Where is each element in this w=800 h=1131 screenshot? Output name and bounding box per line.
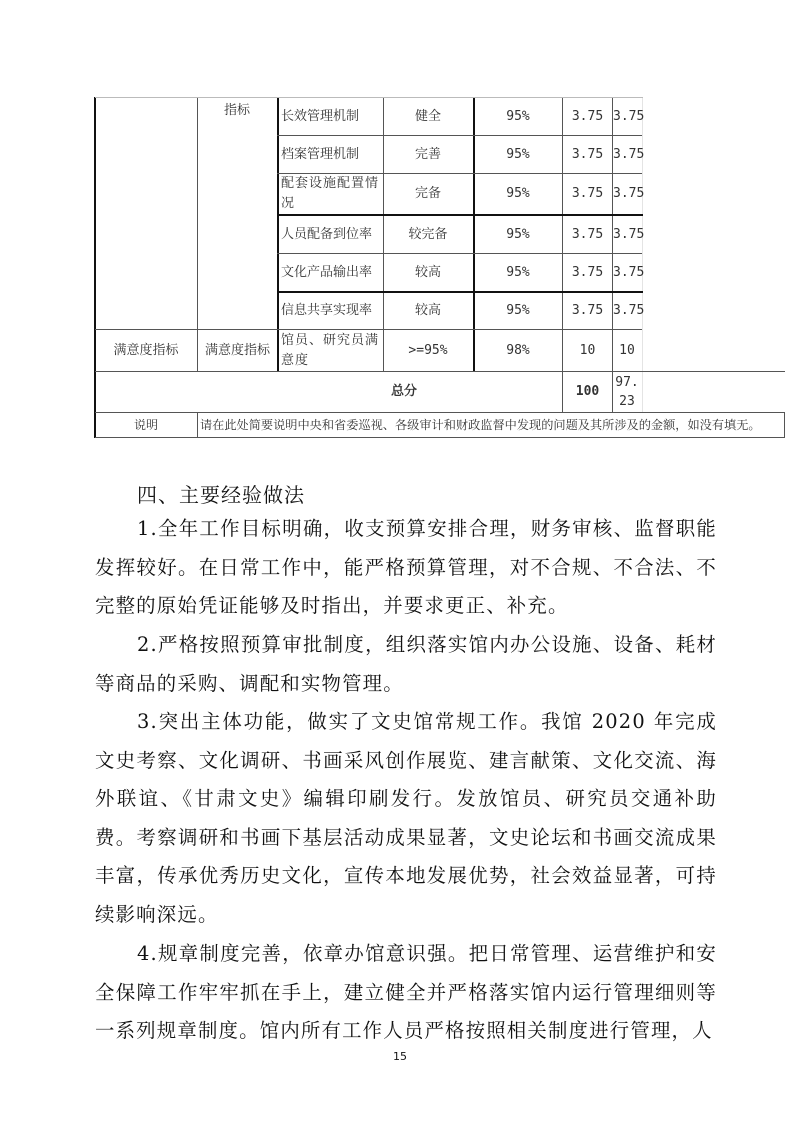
score-value: 3.75 [613,186,645,201]
level1-indicator: 满意度指标 [113,342,179,358]
total-label: 总分 [390,384,417,399]
indicator-name: 馆员、研究员满意度 [281,332,380,368]
target-value: 较高 [414,264,441,280]
weight-value: 10 [579,342,596,358]
score-value: 3.75 [613,303,645,318]
weight-value: 3.75 [571,303,604,318]
indicator-name: 长效管理机制 [281,108,360,124]
indicator-name: 信息共享实现率 [281,303,373,318]
actual-value: 95% [506,264,530,280]
indicator-name: 配套设施配置情况 [281,176,380,211]
note-text: 请在此处简要说明中央和省委巡视、各级审计和财政监督中发现的问题及其所涉及的金额，如没有填无。 [200,418,761,432]
actual-value: 95% [506,303,530,318]
note-label: 说明 [133,418,158,432]
actual-value: 95% [506,108,530,124]
score-value: 3.75 [613,146,645,162]
score-value: 10 [619,342,635,358]
total-score: 97.23 [615,375,639,409]
paragraph-4: 4.规章制度完善，依章办馆意识强。把日常管理、运营维护和安全保障工作牢牢抓在手上，建立健全并严格落实馆内运行管理细则等一系列规章制度。馆内所有工作人员严格按照相关制度进行管理，人 [95,942,717,1043]
score-value: 3.75 [613,226,645,242]
weight-value: 3.75 [571,108,604,124]
indicator-category-label: 指标 [223,103,250,118]
page-number: 15 [393,1050,407,1063]
section-heading: 四、主要经验做法 [137,483,305,507]
weight-value: 3.75 [571,226,604,242]
target-value: 较高 [414,303,441,318]
weight-value: 3.75 [571,264,604,280]
row-divider [95,437,785,438]
score-value: 3.75 [613,264,645,280]
indicator-name: 文化产品输出率 [281,264,373,280]
target-value: 较完备 [408,226,448,242]
target-value: 完善 [414,146,441,162]
target-value: >=95% [408,342,448,358]
indicator-name: 人员配备到位率 [281,226,373,242]
actual-value: 95% [506,186,530,201]
performance-table [0,0,800,440]
table-border-right [784,412,785,438]
target-value: 完备 [414,186,441,201]
weight-value: 3.75 [571,146,604,162]
level2-indicator: 满意度指标 [204,342,270,358]
actual-value: 98% [506,342,530,358]
indicator-name: 档案管理机制 [281,146,360,162]
weight-value: 3.75 [571,186,604,201]
paragraph-2: 2.严格按照预算审批制度，组织落实馆内办公设施、设备、耗材等商品的采购、调配和实物管理。 [95,633,717,695]
score-value: 3.75 [613,108,645,124]
actual-value: 95% [506,146,530,162]
target-value: 健全 [414,108,441,124]
total-weight: 100 [575,384,600,399]
paragraph-1: 1.全年工作目标明确，收支预算安排合理，财务审核、监督职能发挥较好。在日常工作中，能严格预算管理，对不合规、不合法、不完整的原始凭证能够及时指出，并要求更正、补充。 [95,517,717,618]
paragraph-3: 3.突出主体功能，做实了文史馆常规工作。我馆 2020 年完成文史考察、文化调研、书画采风创作展览、建言献策、文化交流、海外联谊、《甘肃文史》编辑印刷发行。发放馆员、研究员交通补助费。考察调研和书画下基层活动成果显著，文史论坛和书画交流成果丰富，传承优秀历史文化，宣传本地发展优势，社会效益显著，可持续影响深远。 [95,710,717,926]
actual-value: 95% [506,226,530,242]
